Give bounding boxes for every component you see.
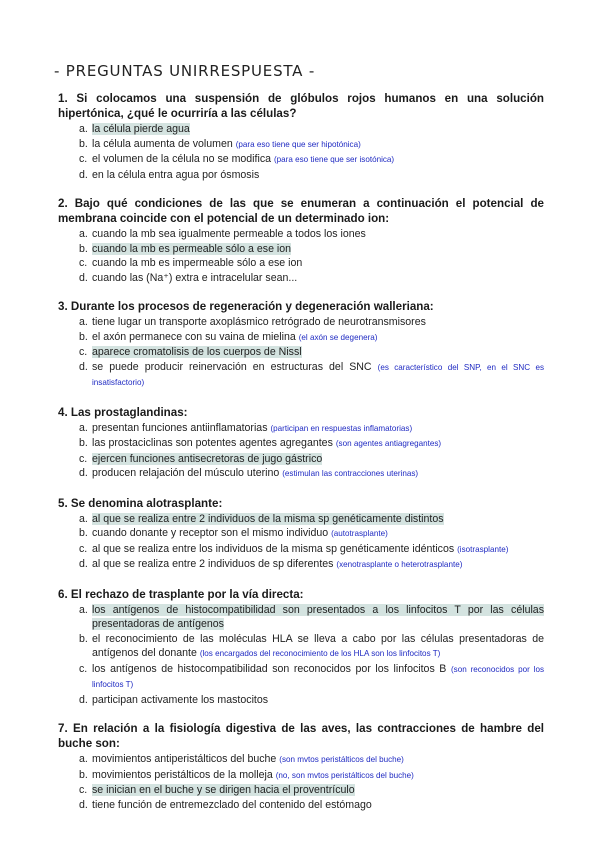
question-prompt: Bajo qué condiciones de las que se enumeran a continuación el potencial de membrana coincide con el potencial de un determinado ion: <box>58 197 544 225</box>
option-text: movimientos antiperistálticos del buche <box>92 753 277 765</box>
question-4 <box>58 405 544 482</box>
option-letter: c. <box>79 346 88 358</box>
option-letter: c. <box>79 662 88 675</box>
question-text <box>58 299 544 314</box>
option-note: (para eso tiene que ser isotónica) <box>273 155 395 164</box>
option-list <box>58 421 544 482</box>
question-6 <box>58 587 544 708</box>
option-letter: a. <box>79 753 88 765</box>
option-text: cuando donante y receptor son el mismo individuo <box>92 527 329 539</box>
option-note: (para eso tiene que ser hipotónica) <box>235 139 361 149</box>
questions-list <box>58 91 544 826</box>
option-text: tiene función de entremezclado del contenido del estómago <box>92 798 372 811</box>
option-letter: b. <box>79 437 88 449</box>
question-number: 1. <box>58 92 68 105</box>
option-text-highlighted: aparece cromatolisis de los cuerpos de Nissl <box>92 346 302 358</box>
option-c <box>58 662 544 693</box>
option-note: (es característico del SNP, en el SNC es insatisfactorio) <box>92 362 545 387</box>
option-list <box>58 227 544 285</box>
option-text: cuando las (Na⁺) extra e intracelular sean... <box>92 271 298 284</box>
option-letter: c. <box>79 784 88 796</box>
option-text: el axón permanece con su vaina de mielina <box>92 330 296 343</box>
option-text-highlighted: se inician en el buche y se dirigen hacia el proventrículo <box>92 784 355 796</box>
option-list <box>58 603 544 708</box>
option-letter: d. <box>79 168 88 181</box>
question-text <box>58 496 544 511</box>
option-letter: b. <box>79 330 88 343</box>
question-3 <box>58 299 544 391</box>
option-d <box>58 693 544 708</box>
option-a <box>58 315 544 330</box>
option-letter: c. <box>79 257 88 269</box>
option-letter: d. <box>79 693 88 706</box>
question-5 <box>58 496 544 573</box>
option-b <box>58 242 544 257</box>
option-b <box>58 137 544 153</box>
option-letter: b. <box>79 242 88 255</box>
option-a <box>58 512 544 527</box>
option-text-highlighted: los antígenos de histocompatibilidad son presentados a los linfocitos T por las células presentadoras de antígenos <box>92 603 544 630</box>
option-letter: b. <box>79 137 88 150</box>
question-text <box>58 196 544 226</box>
option-text: presentan funciones antiinflamatorias <box>92 421 268 434</box>
option-letter: c. <box>79 153 88 165</box>
option-text: tiene lugar un transporte axoplásmico retrógrado de neurotransmisores <box>92 316 426 328</box>
question-prompt: Durante los procesos de regeneración y degeneración walleriana: <box>70 300 434 313</box>
option-c <box>58 452 544 467</box>
option-note: (xenotrasplante o heterotrasplante) <box>336 560 463 569</box>
option-letter: a. <box>79 512 88 525</box>
option-text-highlighted: al que se realiza entre 2 individuos de la misma sp genéticamente distintos <box>92 512 444 525</box>
option-text: el reconocimiento de las moléculas HLA se lleva a cabo por las células presentadoras de antígenos del donante <box>92 632 544 659</box>
option-b <box>58 632 544 662</box>
question-text <box>58 91 544 121</box>
option-list <box>58 512 544 573</box>
option-a <box>58 122 544 137</box>
question-prompt: En relación a la fisiología digestiva de las aves, las contracciones de hambre del buche son: <box>58 722 544 750</box>
option-d <box>58 466 544 482</box>
option-letter: a. <box>79 603 88 616</box>
question-number: 5. <box>58 496 68 510</box>
option-text: cuando la mb sea igualmente permeable a todos los iones <box>92 228 366 240</box>
question-prompt: El rechazo de trasplante por la vía directa: <box>70 587 304 601</box>
option-text: el volumen de la célula no se modifica <box>92 153 272 165</box>
option-list <box>58 752 544 812</box>
option-text-highlighted: cuando la mb es permeable sólo a ese ion <box>92 242 292 255</box>
option-list <box>58 315 544 391</box>
option-text: se puede producir reinervación en estructuras del SNC <box>92 360 372 373</box>
page-title: - PREGUNTAS UNIRRESPUESTA - <box>54 62 316 80</box>
option-note: (los encargados del reconocimiento de los HLA son los linfocitos T) <box>199 649 441 658</box>
option-note: (estimulan las contracciones uterinas) <box>282 469 419 478</box>
option-note: (isotrasplante) <box>457 544 509 554</box>
option-note: (son reconocidos por los linfocitos T) <box>92 664 544 689</box>
option-text: producen relajación del músculo uterino <box>92 467 280 479</box>
option-text: participan activamente los mastocitos <box>92 693 269 706</box>
question-prompt: Se denomina alotrasplante: <box>70 496 223 510</box>
question-2 <box>58 196 544 285</box>
question-text <box>58 721 544 751</box>
option-b <box>58 436 544 452</box>
option-text-highlighted: la célula pierde agua <box>92 123 190 135</box>
option-c <box>58 345 544 360</box>
option-text: al que se realiza entre 2 individuos de sp diferentes <box>92 558 334 570</box>
question-number: 4. <box>58 405 68 419</box>
option-text: las prostaciclinas son potentes agentes agregantes <box>92 437 333 449</box>
option-letter: d. <box>79 798 88 811</box>
option-letter: d. <box>79 558 88 570</box>
option-b <box>58 330 544 346</box>
option-letter: b. <box>79 768 88 781</box>
option-a <box>58 752 544 768</box>
option-letter: c. <box>79 452 88 465</box>
option-letter: d. <box>79 467 88 479</box>
question-prompt: Las prostaglandinas: <box>70 405 188 419</box>
option-letter: a. <box>79 228 88 240</box>
option-text: en la célula entra agua por ósmosis <box>92 168 260 181</box>
option-a <box>58 227 544 242</box>
option-text: cuando la mb es impermeable sólo a ese ion <box>92 257 303 269</box>
option-a <box>58 421 544 437</box>
option-letter: d. <box>79 360 88 373</box>
option-letter: a. <box>79 123 88 135</box>
option-b <box>58 526 544 542</box>
option-b <box>58 768 544 784</box>
option-note: (son mvtos peristálticos del buche) <box>279 755 404 764</box>
option-letter: a. <box>79 316 88 328</box>
option-c <box>58 152 544 168</box>
option-text: movimientos peristálticos de la molleja <box>92 768 273 781</box>
question-prompt: Si colocamos una suspensión de glóbulos rojos humanos en una solución hipertónica, ¿qué le ocurriría a las células? <box>58 92 544 120</box>
question-1 <box>58 91 544 182</box>
option-text: los antígenos de histocompatibilidad son reconocidos por los linfocitos B <box>92 662 447 675</box>
question-text <box>58 405 544 420</box>
option-text: al que se realiza entre los individuos de la misma sp genéticamente idénticos <box>92 542 455 555</box>
option-text-highlighted: ejercen funciones antisecretoras de jugo gástrico <box>92 452 323 465</box>
option-letter: d. <box>79 271 88 284</box>
option-note: (no, son mvtos peristálticos del buche) <box>275 770 414 780</box>
option-list <box>58 122 544 182</box>
option-d <box>58 557 544 573</box>
option-letter: b. <box>79 632 88 645</box>
option-d <box>58 360 544 391</box>
option-text: la célula aumenta de volumen <box>92 137 233 150</box>
question-text <box>58 587 544 602</box>
option-note: (participan en respuestas inflamatorias) <box>270 423 413 433</box>
option-d <box>58 798 544 813</box>
option-d <box>58 168 544 183</box>
question-number: 7. <box>58 722 68 735</box>
option-d <box>58 271 544 286</box>
option-c <box>58 542 544 558</box>
option-note: (autotrasplante) <box>331 529 388 538</box>
option-c <box>58 783 544 798</box>
question-number: 6. <box>58 587 68 601</box>
option-letter: b. <box>79 527 88 539</box>
option-c <box>58 256 544 271</box>
question-number: 3. <box>58 300 68 313</box>
option-a <box>58 603 544 632</box>
option-note: (son agentes antiagregantes) <box>335 439 442 448</box>
option-letter: a. <box>79 421 88 434</box>
question-7 <box>58 721 544 812</box>
option-letter: c. <box>79 542 88 555</box>
option-note: (el axón se degenera) <box>298 332 378 342</box>
question-number: 2. <box>58 197 68 210</box>
